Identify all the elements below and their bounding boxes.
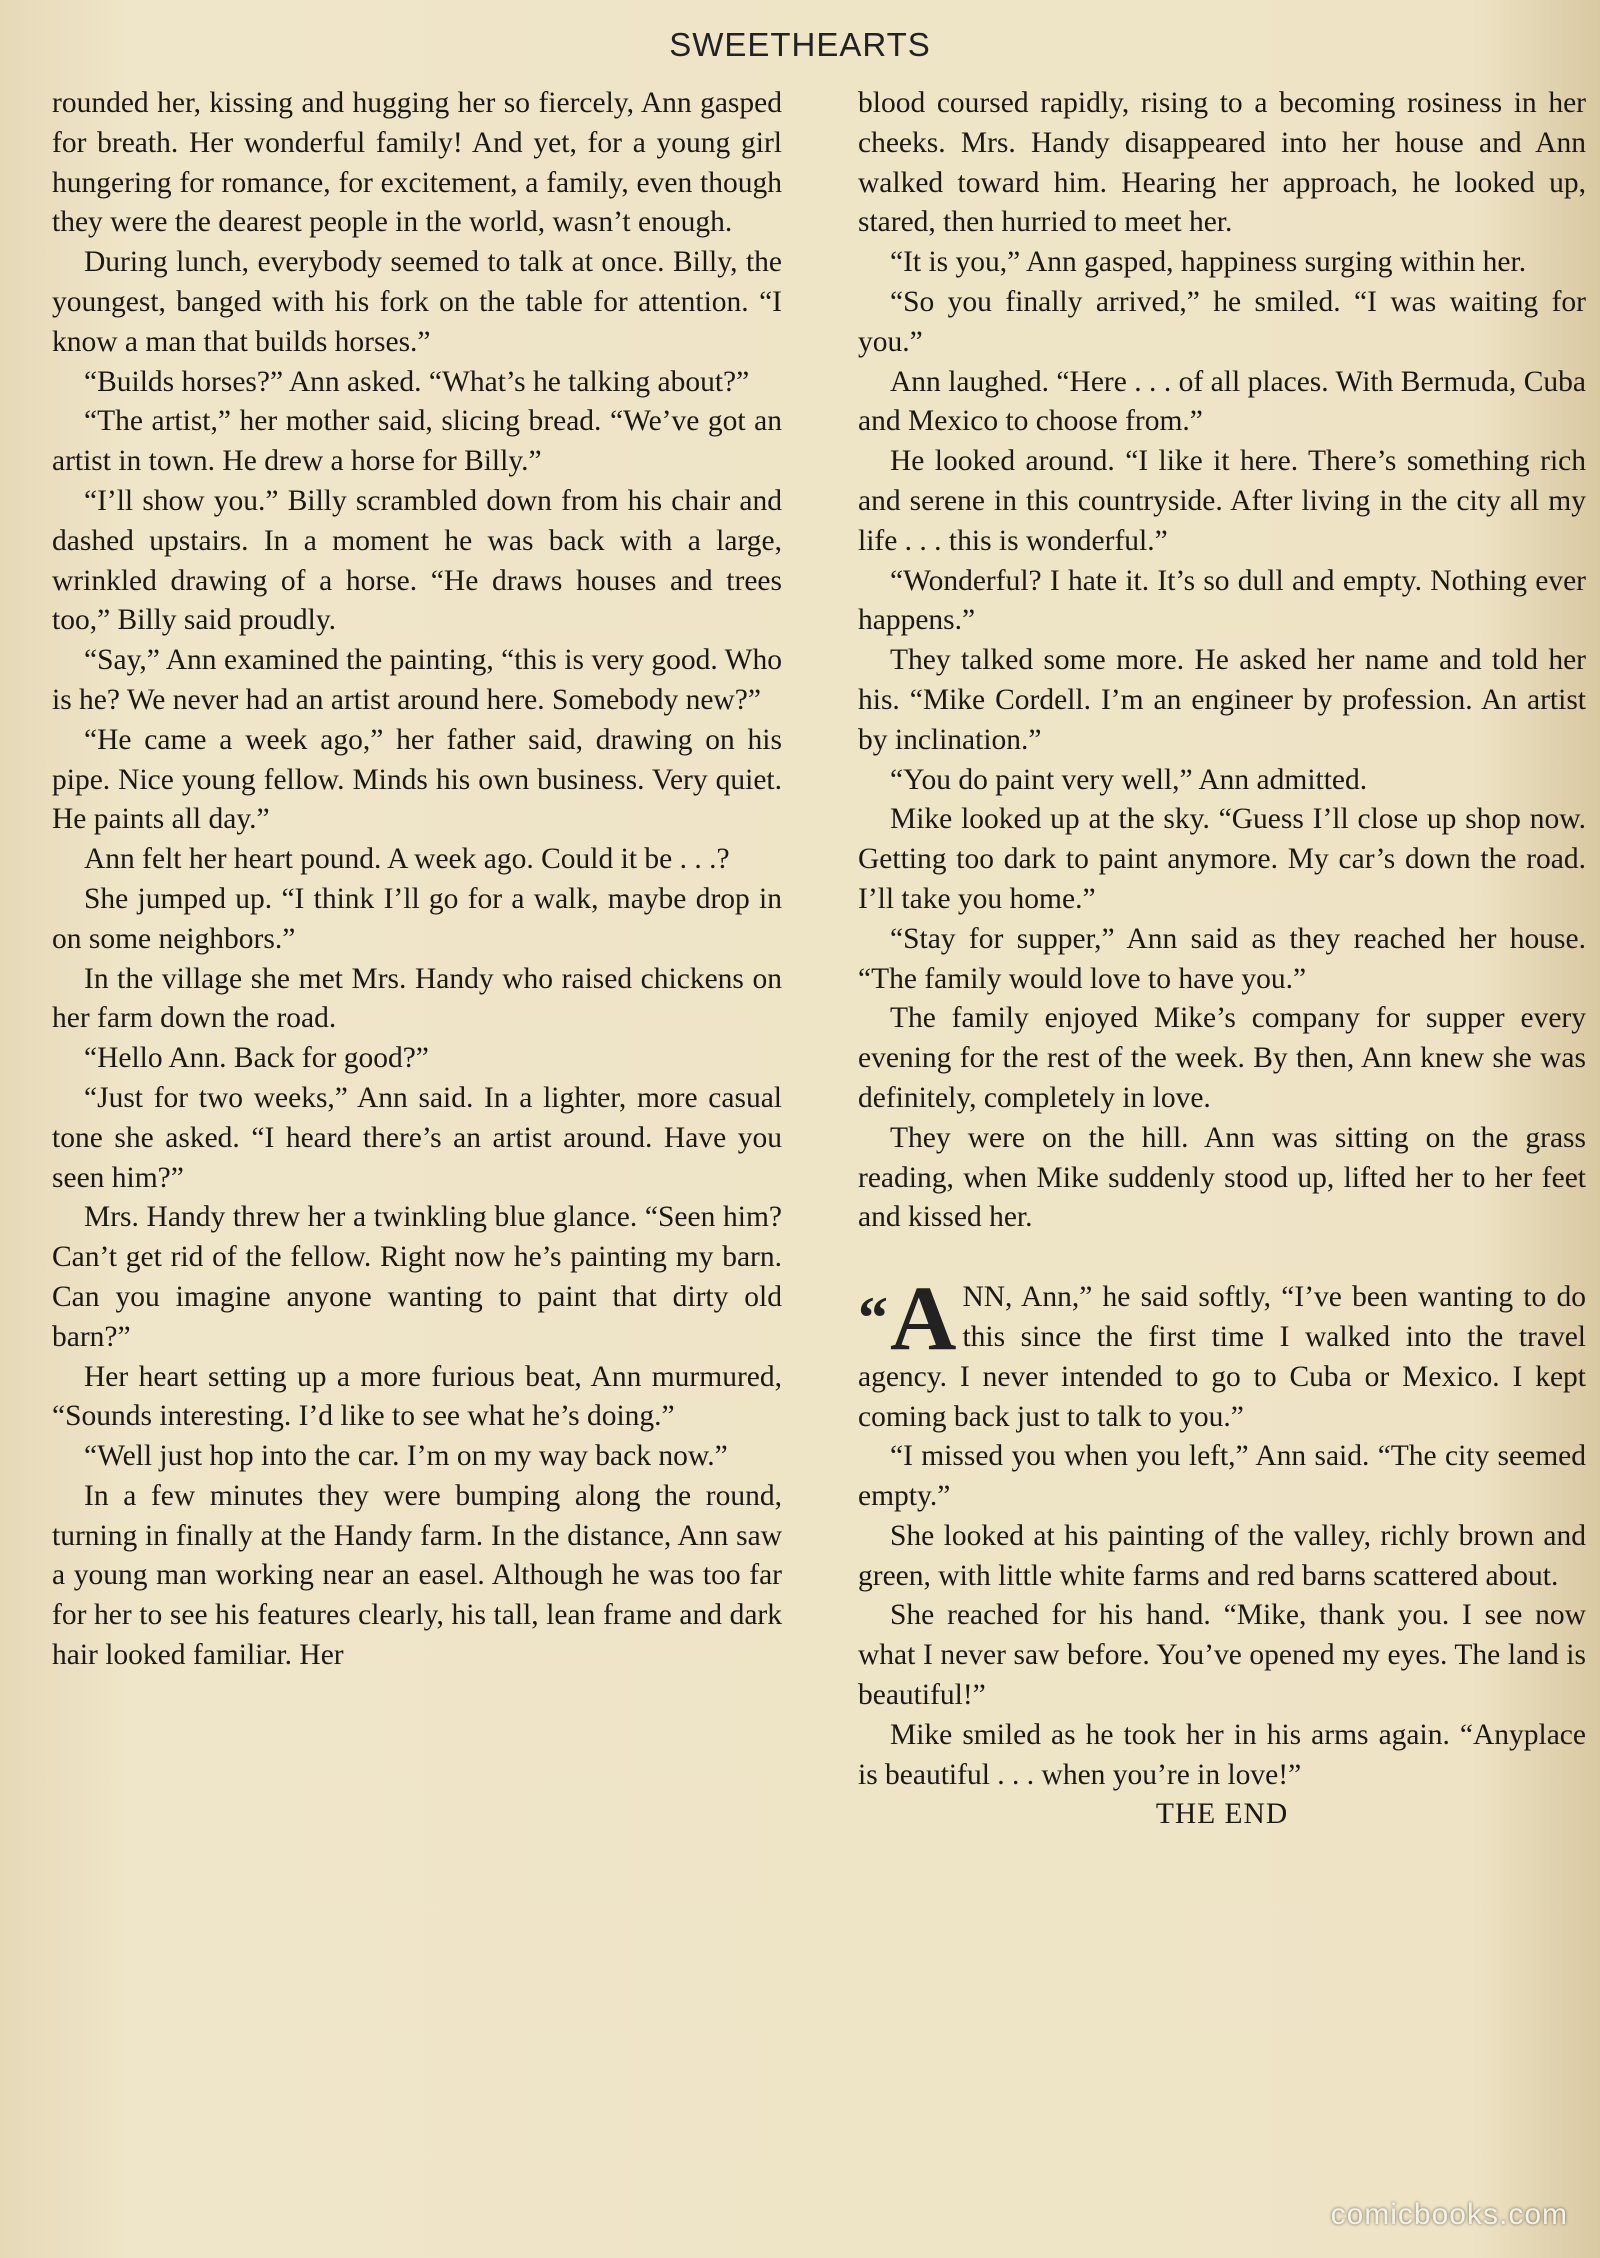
- paragraph: “The artist,” her mother said, slicing bread. “We’ve got an artist in town. He drew a horse for Billy.”: [52, 405, 782, 478]
- drop-cap-letter: A: [890, 1267, 957, 1370]
- paragraph: Ann laughed. “Here . . . of all places. With Bermuda, Cuba and Mexico to choose from.”: [858, 365, 1586, 438]
- paragraph: “Hello Ann. Back for good?”: [84, 1042, 429, 1075]
- drop-cap-quote: “: [858, 1285, 888, 1352]
- paragraph: Mrs. Handy threw her a twinkling blue glance. “Seen him? Can’t get rid of the fellow. Right now he’s painting my barn. Can you imagine anyone wanting to paint that dirty old barn?”: [52, 1201, 782, 1353]
- drop-cap: [858, 1267, 957, 1370]
- paragraph: Her heart setting up a more furious beat, Ann murmured, “Sounds interesting. I’d like to see what he’s doing.”: [52, 1360, 782, 1433]
- paragraph: “Stay for supper,” Ann said as they reached her house. “The family would love to have you.”: [858, 922, 1586, 995]
- dropcap-paragraph: [858, 1267, 1586, 1437]
- paragraph: “It is you,” Ann gasped, happiness surging within her.: [890, 246, 1527, 279]
- paragraph: “You do paint very well,” Ann admitted.: [890, 763, 1368, 796]
- paragraph: blood coursed rapidly, rising to a becoming rosiness in her cheeks. Mrs. Handy disappeared into her house and Ann walked toward him. Hearing her approach, he looked up, stared, then hurried to meet her.: [858, 87, 1586, 239]
- paragraph: Mike looked up at the sky. “Guess I’ll close up shop now. Getting too dark to paint anymore. My car’s down the road. I’ll take you home.”: [858, 803, 1586, 915]
- paragraph: rounded her, kissing and hugging her so fiercely, Ann gasped for breath. Her wonderful family! And yet, for a young girl hungering for romance, for excitement, a family, even though they were the dearest people in the world, wasn’t enough.: [52, 87, 782, 239]
- right-column: [858, 84, 1586, 1835]
- paragraph: The family enjoyed Mike’s company for supper every evening for the rest of the week. By then, Ann knew she was definitely, completely in love.: [858, 1002, 1586, 1114]
- paragraph: During lunch, everybody seemed to talk at once. Billy, the youngest, banged with his fork on the table for attention. “I know a man that builds horses.”: [52, 246, 782, 358]
- paragraph: “So you finally arrived,” he smiled. “I was waiting for you.”: [858, 285, 1586, 358]
- paragraph: In the village she met Mrs. Handy who raised chickens on her farm down the road.: [52, 962, 782, 1035]
- paragraph: “I missed you when you left,” Ann said. “The city seemed empty.”: [858, 1440, 1586, 1513]
- section-break: [858, 1238, 1586, 1278]
- paragraph: “I’ll show you.” Billy scrambled down from his chair and dashed upstairs. In a moment he was back with a large, wrinkled drawing of a horse. “He draws houses and trees too,” Billy said proudly.: [52, 484, 782, 637]
- paragraph: She reached for his hand. “Mike, thank you. I see now what I never saw before. You’ve opened my eyes. The land is beautiful!”: [858, 1599, 1586, 1712]
- paragraph: Mike smiled as he took her in his arms again. “Anyplace is beautiful . . . when you’re in love!”: [858, 1718, 1586, 1791]
- running-head: SWEETHEARTS: [669, 26, 931, 63]
- paragraph: “He came a week ago,” her father said, drawing on his pipe. Nice young fellow. Minds his own business. Very quiet. He paints all day.”: [52, 723, 782, 836]
- paragraph: “Just for two weeks,” Ann said. In a lighter, more casual tone she asked. “I heard there’s an artist around. Have you seen him?”: [52, 1081, 782, 1194]
- paragraph: He looked around. “I like it here. There’s something rich and serene in this countryside. After living in the city all my life . . . this is wonderful.”: [858, 445, 1586, 557]
- paragraph: Ann felt her heart pound. A week ago. Could it be . . .?: [84, 843, 730, 876]
- paragraph: They were on the hill. Ann was sitting on the grass reading, when Mike suddenly stood up, lifted her to her feet and kissed her.: [858, 1121, 1586, 1234]
- paragraph: “Well just hop into the car. I’m on my way back now.”: [84, 1440, 728, 1473]
- paragraph: “Say,” Ann examined the painting, “this is very good. Who is he? We never had an artist around here. Somebody new?”: [52, 644, 782, 716]
- paragraph: “Wonderful? I hate it. It’s so dull and empty. Nothing ever happens.”: [858, 564, 1586, 637]
- paragraph: In a few minutes they were bumping along the round, turning in finally at the Handy farm. In the distance, Ann saw a young man working near an easel. Although he was too far for her to see his features clearly, his tall, lean frame and dark hair looked familiar. Her: [52, 1479, 782, 1672]
- paragraph: “Builds horses?” Ann asked. “What’s he talking about?”: [84, 365, 750, 398]
- paragraph: She jumped up. “I think I’ll go for a walk, maybe drop in on some neighbors.”: [52, 882, 782, 955]
- watermark: comicbooks.com: [1330, 2198, 1568, 2231]
- dropcap-paragraph-text: NN, Ann,” he said softly, “I’ve been wanting to do this since the first time I walked into the travel agency. I never intended to go to Cuba or Mexico. I kept coming back just to talk to you.”: [858, 1281, 1586, 1433]
- paragraph: She looked at his painting of the valley, richly brown and green, with little white farms and red barns scattered about.: [858, 1519, 1586, 1592]
- the-end-label: THE END: [1155, 1798, 1289, 1831]
- paragraph: They talked some more. He asked her name and told her his. “Mike Cordell. I’m an engineer by profession. An artist by inclination.”: [858, 644, 1586, 756]
- left-column: [52, 84, 782, 1676]
